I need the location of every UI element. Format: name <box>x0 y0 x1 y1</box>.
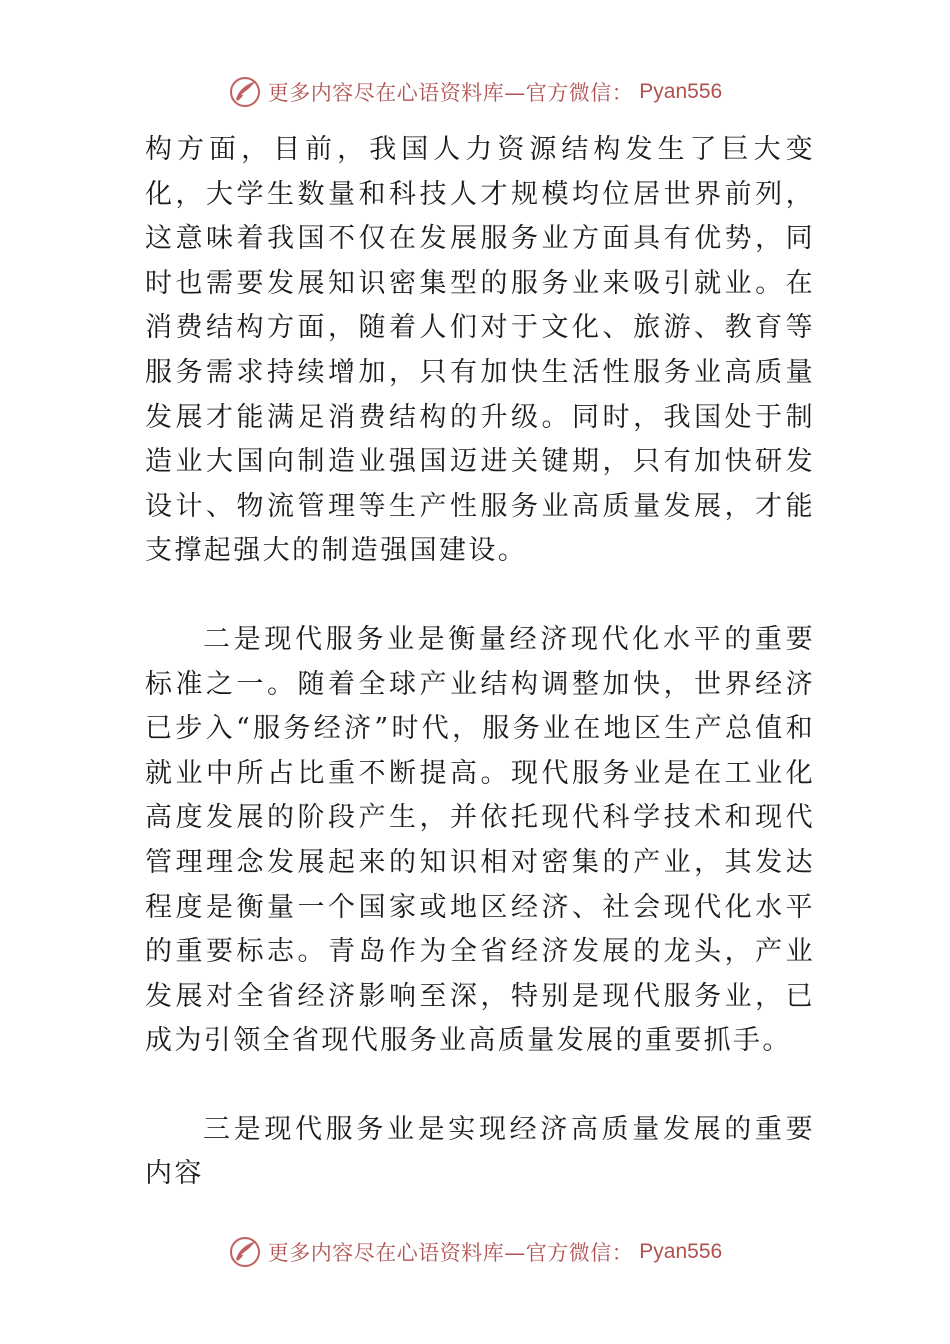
paragraph-1: 构方面，目前，我国人力资源结构发生了巨大变化，大学生数量和科技人才规模均位居世界前列，这意味着我国不仅在发展服务业方面具有优势，同时也需要发展知识密集型的服务业来吸引就业。在消费结构方面，随着人们对于文化、旅游、教育等服务需求持续增加，只有加快生活性服务业高质量发展才能满足消费结构的升级。同时，我国处于制造业大国向制造业强国迈进关键期，只有加快研发设计、物流管理等生产性服务业高质量发展，才能支撑起强大的制造强国建设。 <box>145 134 815 567</box>
header-banner <box>0 72 950 112</box>
brand-logo-icon <box>228 1235 262 1269</box>
footer-banner-text: 更多内容尽在心语资料库—官方微信： <box>267 1241 634 1265</box>
paragraph-spacer <box>145 574 815 618</box>
brand-logo-icon <box>228 75 262 109</box>
document-body <box>145 128 815 1197</box>
header-wechat-id: Pyan556 <box>639 80 723 103</box>
footer-banner <box>0 1232 950 1272</box>
paragraph-spacer <box>145 1064 815 1108</box>
paragraph-3: 三是现代服务业是实现经济高质量发展的重要内容 <box>145 1113 815 1190</box>
footer-wechat-id: Pyan556 <box>639 1240 723 1263</box>
paragraph-2: 二是现代服务业是衡量经济现代化水平的重要标准之一。随着全球产业结构调整加快，世界经济已步入“服务经济”时代，服务业在地区生产总值和就业中所占比重不断提高。现代服务业是在工业化高度发展的阶段产生，并依托现代科学技术和现代管理理念发展起来的知识相对密集的产业，其发达程度是衡量一个国家或地区经济、社会现代化水平的重要标志。青岛作为全省经济发展的龙头，产业发展对全省经济影响至深，特别是现代服务业，已成为引领全省现代服务业高质量发展的重要抓手。 <box>145 623 815 1057</box>
header-banner-text: 更多内容尽在心语资料库—官方微信： <box>267 81 634 105</box>
